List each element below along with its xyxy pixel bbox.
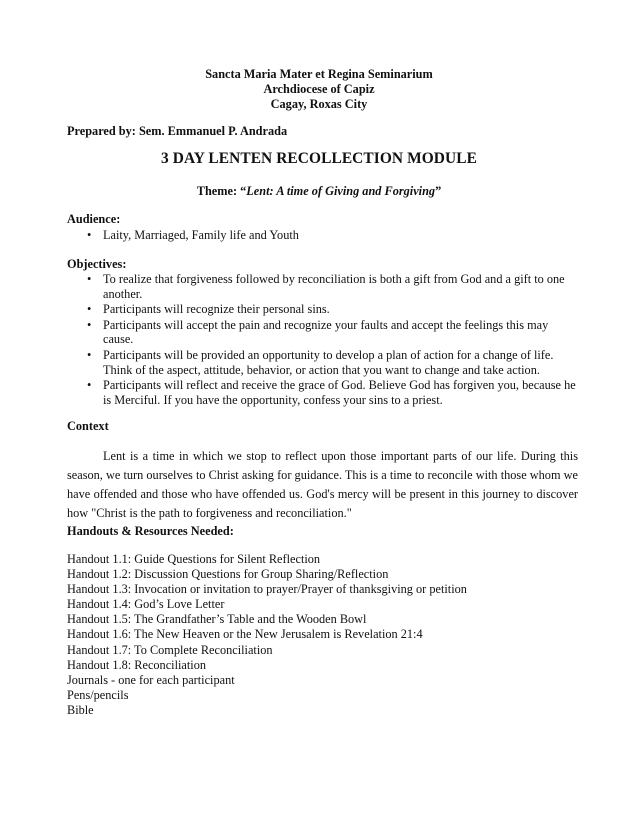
list-item: • Participants will recognize their personal sins. <box>87 302 579 317</box>
list-item: Handout 1.1: Guide Questions for Silent Reflection <box>67 552 321 566</box>
module-title: 3 DAY LENTEN RECOLLECTION MODULE <box>161 150 477 167</box>
list-item: Handout 1.8: Reconciliation <box>67 657 206 672</box>
institution-archdiocese: Archdiocese of Capiz <box>263 82 375 96</box>
theme-prefix: Theme: “ <box>196 184 247 198</box>
list-item: Bible <box>67 702 94 717</box>
theme-text: Lent: A time of Giving and Forgiving <box>246 184 436 198</box>
institution-name: Sancta Maria Mater et Regina Seminarium <box>205 67 433 81</box>
list-item: • Participants will be provided an opportunity to develop a plan of action for a change of life. Think of the aspect, attitude, behavior, or action that you want to change and take action. <box>87 348 579 377</box>
list-item: • Participants will reflect and receive the grace of God. Believe God has forgiven you, because he is Merciful. If you have the opportunity, confess your sins to a priest. <box>87 378 579 407</box>
list-item: Journals - one for each participant <box>67 672 235 687</box>
list-item: Handout 1.6: The New Heaven or the New Jerusalem is Revelation 21:4 <box>67 627 423 642</box>
list-item: Handout 1.5: The Grandfather’s Table and the Wooden Bowl <box>67 612 367 627</box>
context-heading: Context <box>67 419 109 433</box>
prepared-by: Prepared by: Sem. Emmanuel P. Andrada <box>67 124 288 138</box>
list-item: Handout 1.7: To Complete Reconciliation <box>67 642 273 657</box>
list-item: Handout 1.4: God’s Love Letter <box>67 597 225 612</box>
context-paragraph: Lent is a time in which we stop to reflect upon those important parts of our life. During this season, we turn ourselves to Christ asking for guidance. This is a time to reconcile with those whom we have offended and those who have offended us. God's mercy will be present in this journey to discover how "Christ is the path to forgiveness and reconciliation." <box>67 449 578 520</box>
list-item: • To realize that forgiveness followed by reconciliation is both a gift from God and a gift to one another. <box>87 272 579 301</box>
theme-suffix: ” <box>435 184 442 198</box>
list-item: Pens/pencils <box>67 687 129 702</box>
audience-list <box>87 228 579 244</box>
list-item: Handout 1.2: Discussion Questions for Group Sharing/Reflection <box>67 567 389 582</box>
list-item: Handout 1.3: Invocation or invitation to prayer/Prayer of thanksgiving or petition <box>67 582 467 597</box>
objectives-list <box>87 272 579 408</box>
audience-heading: Audience: <box>67 212 121 226</box>
list-item: • Participants will accept the pain and recognize your faults and accept the feelings this may cause. <box>87 318 579 347</box>
objectives-heading: Objectives: <box>67 257 127 271</box>
resources-list <box>67 552 587 718</box>
resources-heading: Handouts & Resources Needed: <box>67 524 234 538</box>
institution-location: Cagay, Roxas City <box>270 97 368 111</box>
list-item: • Laity, Marriaged, Family life and Youth <box>87 228 579 243</box>
institution-header <box>0 67 638 112</box>
module-theme <box>0 184 638 199</box>
